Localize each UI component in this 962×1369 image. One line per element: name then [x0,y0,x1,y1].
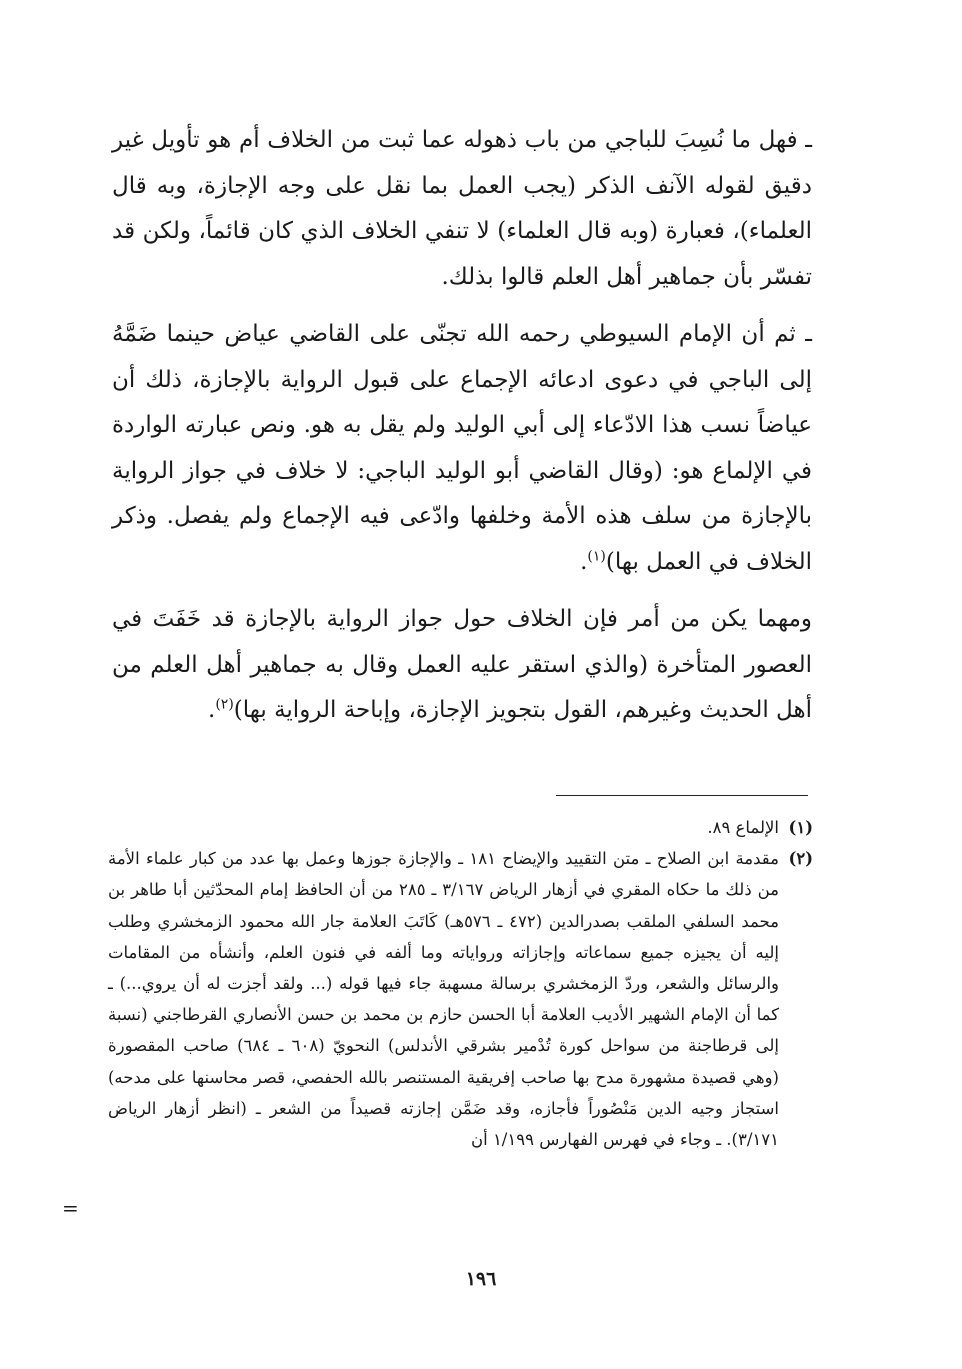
paragraph-1 [112,118,812,300]
footnotes [108,812,813,1155]
footnote-1-text: الإلماع ٨٩. [707,818,779,837]
paragraph-3-text: ومهما يكن من أمر فإن الخلاف حول جواز الرواية بالإجازة قد خَفَتَ في العصور المتأخرة (والذي استقر عليه العمل وقال به جماهير أهل العلم من أهل الحديث وغيرهم، القول بتجويز الإجازة، وإباحة الرواية بها) [112,606,812,723]
paragraph-3-tail: . [208,697,216,723]
main-text [112,118,812,746]
footnote-ref-1: (١) [587,547,606,564]
page-number: ١٩٦ [465,1268,497,1290]
paragraph-2-tail: . [580,548,588,575]
continuation-mark: = [62,1196,79,1220]
footnote-divider [556,795,808,796]
footnote-ref-2: (٢) [215,696,234,713]
paragraph-3 [112,597,812,734]
footnote-2-number: (٢) [788,849,813,869]
paragraph-2-text: ـ ثم أن الإمام السيوطي رحمه الله تجنّى على القاضي عياض حينما ضَمَّهُ إلى الباجي في دعوى ادعائه الإجماع على قبول الرواية بالإجازة، ذلك أن عياضاً نسب هذا الادّعاء إلى أبي الوليد ولم يقل به هو. ونص عبارته الواردة في الإلماع هو: (وقال القاضي أبو الوليد الباجي: لا خلاف في جواز الرواية بالإجازة من سلف هذه الأمة وخلفها وادّعى فيه الإجماع ولم يفصل. وذكر الخلاف في العمل بها) [112,321,812,575]
footnote-1 [108,812,813,843]
footnote-2-text: مقدمة ابن الصلاح ـ متن التقييد والإيضاح ١٨١ ـ والإجازة جوزها وعمل بها عدد من كبار علماء الأمة من ذلك ما حكاه المقري في أزهار الرياض ٣/١٦٧ ـ ٢٨٥ من أن الحافظ إمام المحدّثين أبا طاهر بن محمد السلفي الملقب بصدرالدين (٤٧٢ ـ ٥٧٦هـ) كَاتَبَ العلامة جار الله محمود الزمخشري وطلب إليه أن يجيزه جميع سماعاته وإجازاته ورواياته وما ألفه في فنون العلم، وأنشأه من المقامات والرسائل والشعر، وردّ الزمخشري برسالة مسهبة جاء فيها قوله (... ولقد أجزت له أن يروي...) ـ كما أن الإمام الشهير الأديب العلامة أبا الحسن حازم بن محمد بن حسن الأنصاري القرطاجني (نسبة إلى قرطاجنة من سواحل كورة تُدْمير بشرقي الأندلس) النحويّ (٦٠٨ ـ ٦٨٤) صاحب المقصورة (وهي قصيدة مشهورة مدح بها صاحب إفريقية المستنصر بالله الحفصي، قصر محاسنها على مدحه) استجاز وجيه الدين مَنْصُوراً فأجازه، وقد ضَمَّن إجازته قصيداً من الشعر ـ (انظر أزهار الرياض ٣/١٧١). ـ وجاء في فهرس الفهارس ١/١٩٩ أن [108,849,780,1150]
paragraph-1-text: ـ فهل ما نُسِبَ للباجي من باب ذهوله عما ثبت من الخلاف أم هو تأويل غير دقيق لقوله الآنف الذكر (يجب العمل بما نقل على وجه الإجازة، وبه قال العلماء)، فعبارة (وبه قال العلماء) لا تنفي الخلاف الذي كان قائماً، ولكن قد تفسّر بأن جماهير أهل العلم قالوا بذلك. [112,127,812,290]
paragraph-2 [112,312,812,585]
footnote-2 [108,843,813,1155]
footnote-1-number: (١) [788,818,813,837]
